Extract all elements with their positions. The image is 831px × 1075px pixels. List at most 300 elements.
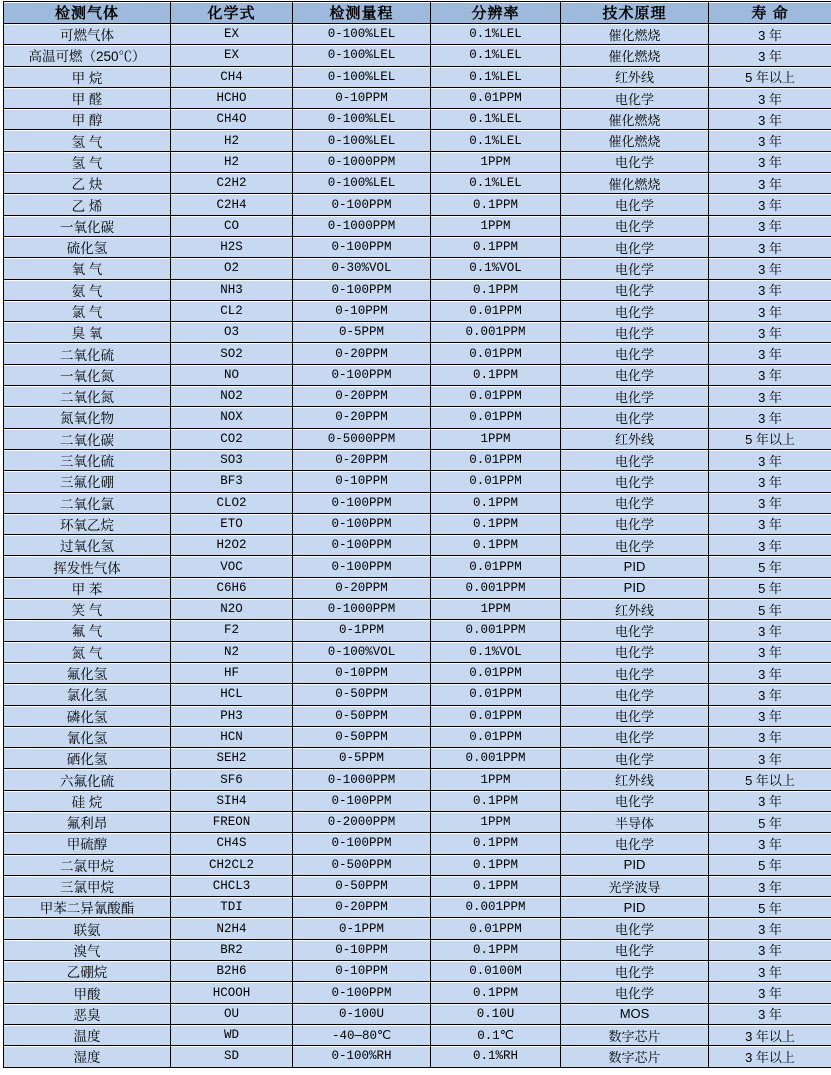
cell-principle: 红外线: [561, 428, 709, 449]
cell-principle: 红外线: [561, 769, 709, 790]
cell-resolution: 0.1PPM: [431, 492, 561, 513]
cell-resolution: 1PPM: [431, 769, 561, 790]
cell-formula: BR2: [171, 939, 293, 960]
table-row: [4, 1046, 831, 1067]
cell-gas: 甲 醇: [4, 109, 171, 130]
cell-gas: 甲 烷: [4, 66, 171, 87]
cell-gas: 二氧化碳: [4, 428, 171, 449]
cell-lifespan: 3 年: [709, 215, 831, 236]
cell-lifespan: 3 年: [709, 790, 831, 811]
cell-gas: 氟 气: [4, 620, 171, 641]
cell-lifespan: 3 年: [709, 918, 831, 939]
cell-range: 0-100%VOL: [293, 641, 431, 662]
cell-gas: 氟化氢: [4, 662, 171, 683]
cell-resolution: 0.1℃: [431, 1024, 561, 1045]
cell-gas: 湿度: [4, 1046, 171, 1067]
cell-range: 0-100%LEL: [293, 45, 431, 66]
cell-gas: 氮 气: [4, 641, 171, 662]
cell-range: 0-100PPM: [293, 833, 431, 854]
cell-principle: 电化学: [561, 684, 709, 705]
cell-principle: 电化学: [561, 513, 709, 534]
cell-resolution: 1PPM: [431, 599, 561, 620]
cell-resolution: 0.1PPM: [431, 279, 561, 300]
cell-formula: NOX: [171, 407, 293, 428]
cell-principle: 电化学: [561, 449, 709, 470]
cell-resolution: 0.1PPM: [431, 194, 561, 215]
cell-range: 0-20PPM: [293, 449, 431, 470]
table-row: [4, 513, 831, 534]
cell-resolution: 0.1%LEL: [431, 45, 561, 66]
cell-formula: C2H2: [171, 173, 293, 194]
cell-formula: SEH2: [171, 748, 293, 769]
cell-gas: 六氟化硫: [4, 769, 171, 790]
cell-formula: NO: [171, 364, 293, 385]
cell-gas: 氟利昂: [4, 811, 171, 832]
cell-gas: 乙 炔: [4, 173, 171, 194]
cell-gas: 联氨: [4, 918, 171, 939]
cell-range: 0-50PPM: [293, 875, 431, 896]
cell-principle: 催化燃烧: [561, 45, 709, 66]
cell-formula: C6H6: [171, 577, 293, 598]
cell-range: 0-1000PPM: [293, 215, 431, 236]
cell-lifespan: 5 年以上: [709, 428, 831, 449]
cell-resolution: 0.01PPM: [431, 386, 561, 407]
table-row: [4, 769, 831, 790]
cell-resolution: 1PPM: [431, 811, 561, 832]
cell-formula: H2S: [171, 236, 293, 257]
cell-gas: 磷化氢: [4, 705, 171, 726]
table-row: [4, 897, 831, 918]
cell-principle: 数字芯片: [561, 1046, 709, 1067]
cell-resolution: 0.1%LEL: [431, 173, 561, 194]
cell-lifespan: 3 年: [709, 513, 831, 534]
cell-principle: 电化学: [561, 151, 709, 172]
cell-formula: CL2: [171, 300, 293, 321]
cell-gas: 恶臭: [4, 1003, 171, 1024]
cell-range: 0-100PPM: [293, 556, 431, 577]
cell-lifespan: 3 年: [709, 279, 831, 300]
cell-gas: 氨 气: [4, 279, 171, 300]
table-row: [4, 471, 831, 492]
cell-range: 0-100%LEL: [293, 66, 431, 87]
cell-formula: EX: [171, 45, 293, 66]
cell-principle: 电化学: [561, 215, 709, 236]
cell-lifespan: 3 年: [709, 87, 831, 108]
table-row: [4, 577, 831, 598]
cell-resolution: 0.1PPM: [431, 854, 561, 875]
cell-gas: 甲硫醇: [4, 833, 171, 854]
cell-principle: 数字芯片: [561, 1024, 709, 1045]
cell-principle: 光学波导: [561, 875, 709, 896]
cell-range: 0-20PPM: [293, 386, 431, 407]
table-row: [4, 939, 831, 960]
cell-formula: NO2: [171, 386, 293, 407]
table-row: [4, 364, 831, 385]
cell-lifespan: 5 年: [709, 599, 831, 620]
cell-lifespan: 3 年: [709, 492, 831, 513]
cell-principle: 电化学: [561, 87, 709, 108]
cell-formula: O2: [171, 258, 293, 279]
cell-gas: 高温可燃（250℃）: [4, 45, 171, 66]
cell-range: 0-10PPM: [293, 87, 431, 108]
cell-range: 0-20PPM: [293, 343, 431, 364]
cell-principle: 电化学: [561, 961, 709, 982]
cell-principle: 电化学: [561, 492, 709, 513]
cell-gas: 可燃气体: [4, 24, 171, 45]
table-row: [4, 130, 831, 151]
table-row: [4, 556, 831, 577]
table-row: [4, 748, 831, 769]
col-header-lifespan: 寿 命: [709, 2, 831, 24]
cell-lifespan: 3 年以上: [709, 1024, 831, 1045]
cell-resolution: 0.1PPM: [431, 535, 561, 556]
cell-resolution: 0.1PPM: [431, 364, 561, 385]
table-row: [4, 705, 831, 726]
cell-resolution: 0.01PPM: [431, 471, 561, 492]
cell-gas: 硫化氢: [4, 236, 171, 257]
cell-formula: B2H6: [171, 961, 293, 982]
cell-formula: HCN: [171, 726, 293, 747]
cell-formula: F2: [171, 620, 293, 641]
table-row: [4, 407, 831, 428]
cell-gas: 氮氧化物: [4, 407, 171, 428]
cell-resolution: 1PPM: [431, 151, 561, 172]
cell-range: 0-20PPM: [293, 897, 431, 918]
cell-formula: SO3: [171, 449, 293, 470]
cell-resolution: 0.01PPM: [431, 684, 561, 705]
cell-formula: H2: [171, 151, 293, 172]
cell-principle: PID: [561, 897, 709, 918]
cell-resolution: 0.001PPM: [431, 577, 561, 598]
cell-range: 0-10PPM: [293, 961, 431, 982]
cell-formula: C2H4: [171, 194, 293, 215]
cell-principle: 电化学: [561, 790, 709, 811]
cell-gas: 氧 气: [4, 258, 171, 279]
table-row: [4, 1003, 831, 1024]
cell-principle: PID: [561, 556, 709, 577]
cell-resolution: 0.01PPM: [431, 87, 561, 108]
cell-lifespan: 3 年: [709, 45, 831, 66]
table-row: [4, 875, 831, 896]
cell-range: 0-100PPM: [293, 790, 431, 811]
cell-formula: H2: [171, 130, 293, 151]
cell-formula: H2O2: [171, 535, 293, 556]
cell-principle: 电化学: [561, 620, 709, 641]
table-row: [4, 24, 831, 45]
cell-resolution: 0.1%VOL: [431, 641, 561, 662]
cell-lifespan: 3 年以上: [709, 1046, 831, 1067]
cell-gas: 甲苯二异氰酸酯: [4, 897, 171, 918]
cell-formula: BF3: [171, 471, 293, 492]
table-row: [4, 258, 831, 279]
table-row: [4, 449, 831, 470]
cell-principle: 电化学: [561, 641, 709, 662]
cell-lifespan: 3 年: [709, 641, 831, 662]
cell-principle: 半导体: [561, 811, 709, 832]
cell-gas: 温度: [4, 1024, 171, 1045]
cell-formula: N2O: [171, 599, 293, 620]
table-row: [4, 620, 831, 641]
table-row: [4, 961, 831, 982]
cell-lifespan: 3 年: [709, 705, 831, 726]
cell-lifespan: 3 年: [709, 939, 831, 960]
table-row: [4, 173, 831, 194]
cell-resolution: 0.1%LEL: [431, 109, 561, 130]
cell-range: 0-10PPM: [293, 471, 431, 492]
cell-range: 0-20PPM: [293, 577, 431, 598]
table-row: [4, 45, 831, 66]
cell-gas: 氯化氢: [4, 684, 171, 705]
cell-formula: SO2: [171, 343, 293, 364]
cell-resolution: 0.01PPM: [431, 705, 561, 726]
table-row: [4, 811, 831, 832]
table-row: [4, 684, 831, 705]
gas-sensor-spec-table: [3, 1, 831, 1068]
cell-formula: SD: [171, 1046, 293, 1067]
cell-gas: 二氧化氮: [4, 386, 171, 407]
cell-formula: HCOOH: [171, 982, 293, 1003]
cell-gas: 一氧化氮: [4, 364, 171, 385]
table-row: [4, 641, 831, 662]
table-row: [4, 66, 831, 87]
cell-gas: 甲 苯: [4, 577, 171, 598]
cell-resolution: 0.01PPM: [431, 918, 561, 939]
cell-range: 0-100%LEL: [293, 173, 431, 194]
cell-formula: FREON: [171, 811, 293, 832]
cell-range: 0-1000PPM: [293, 151, 431, 172]
cell-range: 0-100%LEL: [293, 130, 431, 151]
cell-gas: 甲酸: [4, 982, 171, 1003]
table-row: [4, 215, 831, 236]
table-row: [4, 428, 831, 449]
cell-range: 0-100PPM: [293, 535, 431, 556]
cell-principle: 红外线: [561, 66, 709, 87]
cell-formula: SF6: [171, 769, 293, 790]
cell-range: 0-10PPM: [293, 300, 431, 321]
cell-range: 0-30%VOL: [293, 258, 431, 279]
cell-resolution: 0.1PPM: [431, 833, 561, 854]
table-row: [4, 279, 831, 300]
cell-principle: 红外线: [561, 599, 709, 620]
table-row: [4, 151, 831, 172]
cell-range: 0-50PPM: [293, 684, 431, 705]
cell-formula: CO: [171, 215, 293, 236]
table-row: [4, 535, 831, 556]
cell-resolution: 0.1PPM: [431, 513, 561, 534]
table-row: [4, 790, 831, 811]
cell-resolution: 1PPM: [431, 428, 561, 449]
cell-principle: 电化学: [561, 258, 709, 279]
cell-resolution: 0.01PPM: [431, 407, 561, 428]
table-row: [4, 599, 831, 620]
cell-principle: 电化学: [561, 471, 709, 492]
cell-range: 0-100PPM: [293, 194, 431, 215]
cell-lifespan: 3 年: [709, 130, 831, 151]
cell-lifespan: 5 年: [709, 556, 831, 577]
cell-lifespan: 3 年: [709, 961, 831, 982]
cell-resolution: 0.1PPM: [431, 790, 561, 811]
cell-range: 0-100%RH: [293, 1046, 431, 1067]
cell-lifespan: 3 年: [709, 24, 831, 45]
cell-lifespan: 3 年: [709, 258, 831, 279]
cell-lifespan: 5 年: [709, 811, 831, 832]
cell-formula: OU: [171, 1003, 293, 1024]
table-row: [4, 918, 831, 939]
cell-range: 0-100PPM: [293, 513, 431, 534]
cell-formula: CH2CL2: [171, 854, 293, 875]
cell-principle: 电化学: [561, 364, 709, 385]
cell-lifespan: 3 年: [709, 535, 831, 556]
cell-lifespan: 5 年: [709, 897, 831, 918]
cell-principle: MOS: [561, 1003, 709, 1024]
col-header-range: 检测量程: [293, 2, 431, 24]
cell-resolution: 0.001PPM: [431, 322, 561, 343]
cell-lifespan: 3 年: [709, 726, 831, 747]
cell-gas: 硅 烷: [4, 790, 171, 811]
cell-lifespan: 3 年: [709, 194, 831, 215]
cell-gas: 三氧化硫: [4, 449, 171, 470]
cell-lifespan: 3 年: [709, 471, 831, 492]
cell-range: 0-100%LEL: [293, 109, 431, 130]
cell-range: 0-1PPM: [293, 620, 431, 641]
cell-lifespan: 5 年: [709, 577, 831, 598]
cell-gas: 一氧化碳: [4, 215, 171, 236]
cell-lifespan: 3 年: [709, 364, 831, 385]
cell-principle: 电化学: [561, 833, 709, 854]
cell-principle: 电化学: [561, 322, 709, 343]
cell-range: 0-100PPM: [293, 279, 431, 300]
cell-range: 0-5PPM: [293, 748, 431, 769]
cell-range: 0-5PPM: [293, 322, 431, 343]
col-header-principle: 技术原理: [561, 2, 709, 24]
cell-range: 0-20PPM: [293, 407, 431, 428]
cell-formula: CO2: [171, 428, 293, 449]
table-row: [4, 854, 831, 875]
cell-resolution: 0.001PPM: [431, 620, 561, 641]
cell-gas: 甲 醛: [4, 87, 171, 108]
cell-principle: 电化学: [561, 300, 709, 321]
cell-principle: 电化学: [561, 918, 709, 939]
cell-formula: CH4O: [171, 109, 293, 130]
cell-gas: 溴气: [4, 939, 171, 960]
cell-resolution: 0.01PPM: [431, 449, 561, 470]
table-row: [4, 87, 831, 108]
cell-principle: PID: [561, 577, 709, 598]
cell-gas: 三氟化硼: [4, 471, 171, 492]
cell-range: 0-100PPM: [293, 236, 431, 257]
cell-range: 0-1000PPM: [293, 769, 431, 790]
table-row: [4, 1024, 831, 1045]
table-row: [4, 343, 831, 364]
cell-lifespan: 3 年: [709, 407, 831, 428]
table-row: [4, 833, 831, 854]
cell-range: 0-10PPM: [293, 662, 431, 683]
cell-resolution: 0.01PPM: [431, 662, 561, 683]
cell-formula: CHCL3: [171, 875, 293, 896]
table-row: [4, 236, 831, 257]
cell-principle: 电化学: [561, 279, 709, 300]
cell-gas: 挥发性气体: [4, 556, 171, 577]
cell-lifespan: 3 年: [709, 620, 831, 641]
cell-formula: NH3: [171, 279, 293, 300]
cell-principle: 电化学: [561, 748, 709, 769]
cell-gas: 过氧化氢: [4, 535, 171, 556]
table-row: [4, 492, 831, 513]
cell-formula: CH4S: [171, 833, 293, 854]
cell-lifespan: 3 年: [709, 875, 831, 896]
cell-gas: 笑 气: [4, 599, 171, 620]
table-row: [4, 662, 831, 683]
cell-resolution: 0.01PPM: [431, 556, 561, 577]
cell-principle: 电化学: [561, 662, 709, 683]
cell-lifespan: 3 年: [709, 343, 831, 364]
cell-lifespan: 3 年: [709, 322, 831, 343]
cell-lifespan: 3 年: [709, 386, 831, 407]
cell-gas: 环氧乙烷: [4, 513, 171, 534]
cell-formula: N2H4: [171, 918, 293, 939]
cell-principle: 电化学: [561, 386, 709, 407]
cell-gas: 氯 气: [4, 300, 171, 321]
cell-formula: O3: [171, 322, 293, 343]
cell-formula: CLO2: [171, 492, 293, 513]
cell-formula: ETO: [171, 513, 293, 534]
table-row: [4, 322, 831, 343]
cell-gas: 硒化氢: [4, 748, 171, 769]
cell-principle: 电化学: [561, 194, 709, 215]
cell-gas: 氢 气: [4, 130, 171, 151]
cell-range: 0-2000PPM: [293, 811, 431, 832]
cell-resolution: 0.0100M: [431, 961, 561, 982]
cell-resolution: 0.1PPM: [431, 236, 561, 257]
cell-formula: HF: [171, 662, 293, 683]
cell-resolution: 0.001PPM: [431, 748, 561, 769]
table-row: [4, 386, 831, 407]
col-header-formula: 化学式: [171, 2, 293, 24]
cell-lifespan: 5 年: [709, 854, 831, 875]
cell-formula: VOC: [171, 556, 293, 577]
cell-principle: 电化学: [561, 535, 709, 556]
cell-principle: 电化学: [561, 939, 709, 960]
cell-lifespan: 3 年: [709, 684, 831, 705]
cell-resolution: 0.10U: [431, 1003, 561, 1024]
cell-lifespan: 5 年以上: [709, 66, 831, 87]
cell-gas: 二氧化氯: [4, 492, 171, 513]
table-row: [4, 982, 831, 1003]
cell-range: 0-10PPM: [293, 939, 431, 960]
header-row: [4, 2, 831, 24]
table-row: [4, 194, 831, 215]
cell-gas: 氢 气: [4, 151, 171, 172]
cell-lifespan: 3 年: [709, 748, 831, 769]
cell-principle: 电化学: [561, 982, 709, 1003]
cell-range: 0-100PPM: [293, 364, 431, 385]
cell-range: 0-100PPM: [293, 492, 431, 513]
cell-gas: 臭 氧: [4, 322, 171, 343]
cell-lifespan: 3 年: [709, 173, 831, 194]
cell-range: 0-50PPM: [293, 705, 431, 726]
cell-lifespan: 3 年: [709, 151, 831, 172]
col-header-gas: 检测气体: [4, 2, 171, 24]
cell-gas: 氰化氢: [4, 726, 171, 747]
cell-range: 0-100%LEL: [293, 24, 431, 45]
cell-gas: 乙硼烷: [4, 961, 171, 982]
cell-formula: CH4: [171, 66, 293, 87]
cell-formula: TDI: [171, 897, 293, 918]
table-row: [4, 109, 831, 130]
cell-range: 0-100PPM: [293, 982, 431, 1003]
cell-resolution: 1PPM: [431, 215, 561, 236]
cell-resolution: 0.1PPM: [431, 875, 561, 896]
